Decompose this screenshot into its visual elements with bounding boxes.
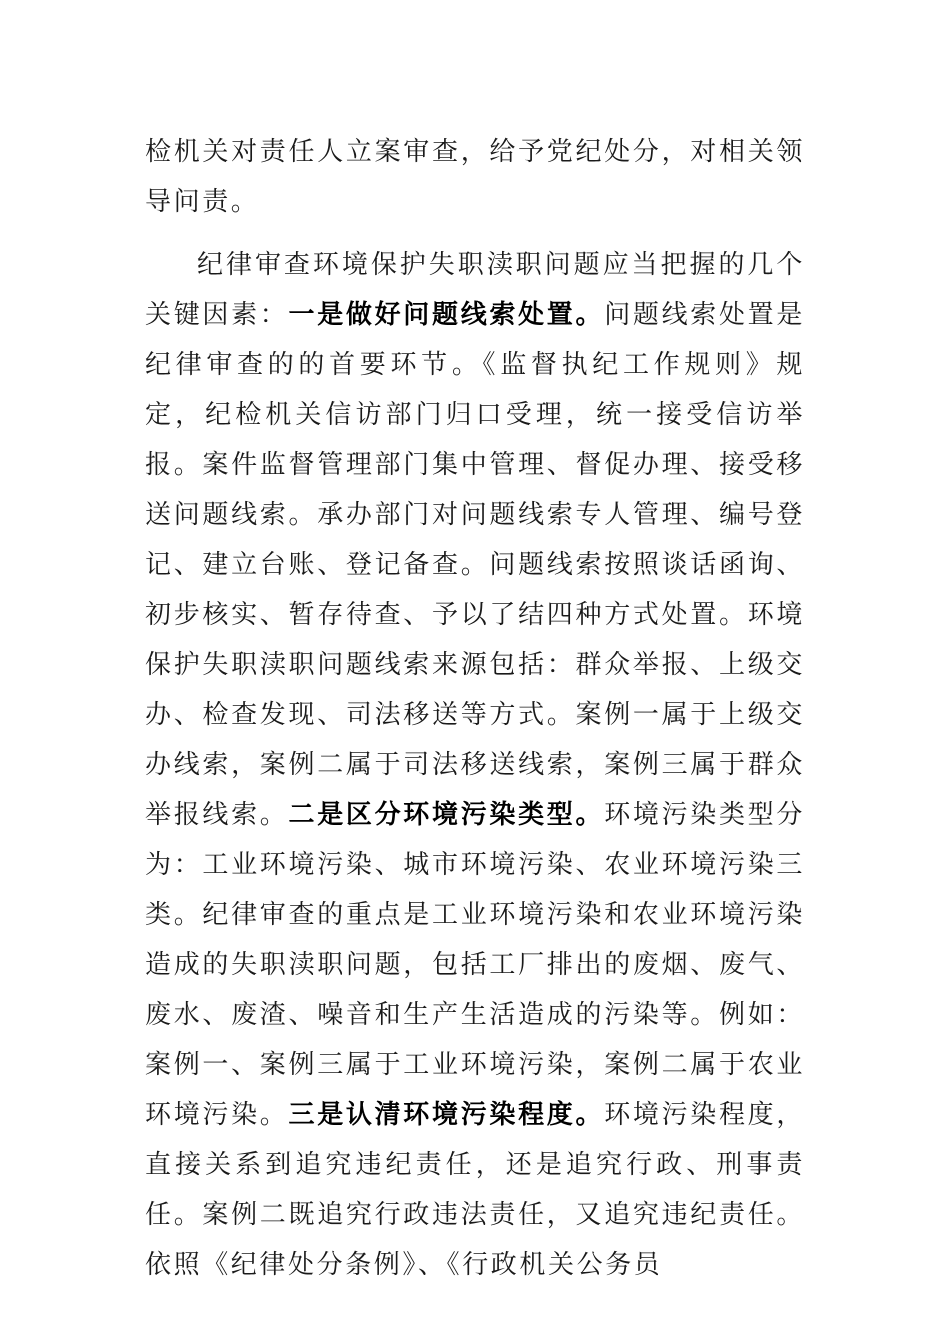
point-2-heading: 二是区分环境污染类型。 — [288, 800, 605, 830]
paragraph-1-text: 检机关对责任人立案审查，给予党纪处分，对相关领导问责。 — [145, 137, 805, 217]
point-3-heading: 三是认清环境污染程度。 — [288, 1100, 605, 1130]
paragraph-2-intro: 纪律审查环境保护失职渎职问题应当把握的几个关键因素： — [145, 250, 805, 330]
point-1-heading: 一是做好问题线索处置。 — [288, 300, 605, 330]
paragraph-2 — [145, 240, 805, 1290]
point-1-body: 问题线索处置是纪律审查的的首要环节。《监督执纪工作规则》规定，纪检机关信访部门归口受理，统一接受信访举报。案件监督管理部门集中管理、督促办理、接受移送问题线索。承办部门对问题线索专人管理、编号登记、建立台账、登记备查。问题线索按照谈话函询、初步核实、暂存待查、予以了结四种方式处置。环境保护失职渎职问题线索来源包括：群众举报、上级交办、检查发现、司法移送等方式。案例一属于上级交办线索，案例二属于司法移送线索，案例三属于群众举报线索。 — [145, 300, 805, 830]
point-3-body: 环境污染程度，直接关系到追究违纪责任，还是追究行政、刑事责任。案例二既追究行政违法责任，又追究违纪责任。依照《纪律处分条例》、《行政机关公务员 — [145, 1100, 805, 1280]
point-2-body: 环境污染类型分为：工业环境污染、城市环境污染、农业环境污染三类。纪律审查的重点是工业环境污染和农业环境污染造成的失职渎职问题，包括工厂排出的废烟、废气、废水、废渣、噪音和生产生活造成的污染等。例如：案例一、案例三属于工业环境污染，案例二属于农业环境污染。 — [145, 800, 805, 1130]
paragraph-1 — [145, 127, 805, 227]
